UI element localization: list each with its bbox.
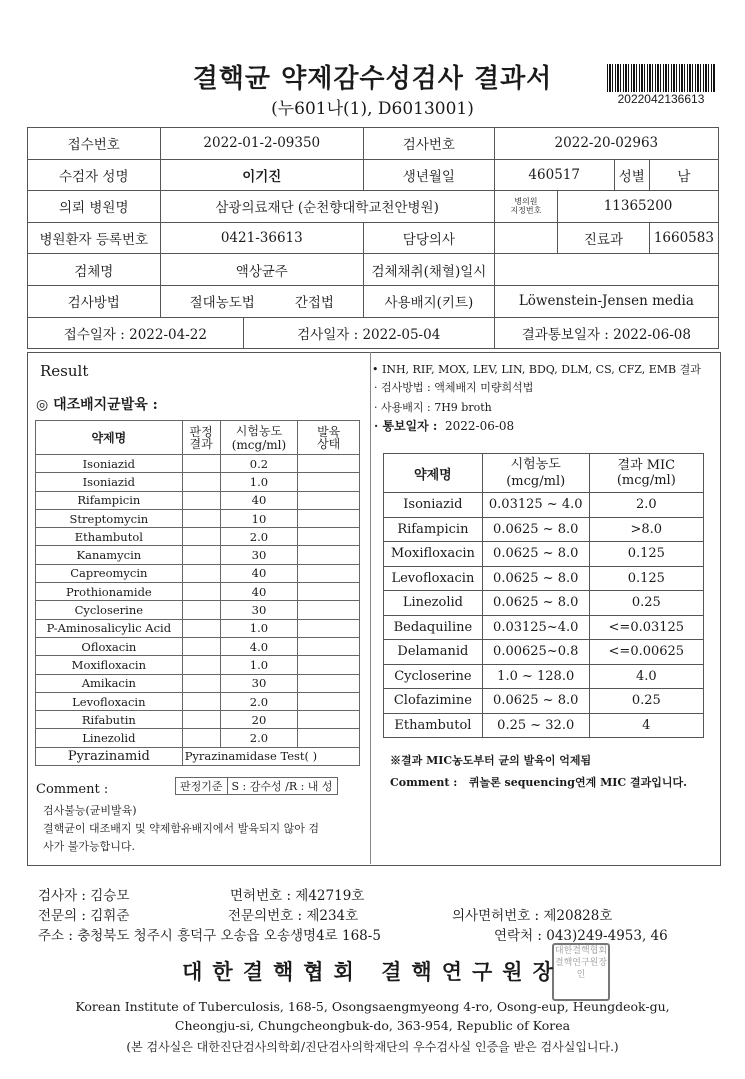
organization-name: 대한결핵협회 결핵연구원장 xyxy=(182,959,563,984)
test-range: 0.0625 ~ 8.0 xyxy=(482,689,589,714)
table-row xyxy=(384,640,704,665)
table-row xyxy=(384,493,704,518)
test-range: 0.03125 ~ 4.0 xyxy=(482,493,589,518)
judge-result xyxy=(182,619,220,637)
specimen-label: 검체명 xyxy=(28,254,161,286)
test-concentration: 30 xyxy=(220,601,298,619)
col-conc: 시험농도 (mcg/ml) xyxy=(220,421,298,455)
sex-label: 성별 xyxy=(614,159,649,191)
drug-name: Levofloxacin xyxy=(384,566,483,591)
test-range: 0.25 ~ 32.0 xyxy=(482,713,589,738)
certification-note: (본 검사실은 대한진단검사의학회/진단검사의학재단의 우수검사실 인증을 받은 검사실입니다.) xyxy=(126,1040,619,1054)
col-judge: 판정 결과 xyxy=(182,421,220,455)
judge-result xyxy=(182,601,220,619)
hospital-label: 의뢰 병원명 xyxy=(28,191,161,223)
drug-name: Ethambutol xyxy=(36,528,183,546)
drug-name: Linezolid xyxy=(36,729,183,747)
drug-name: Streptomycin xyxy=(36,509,183,527)
test-concentration: 30 xyxy=(220,546,298,564)
mic-comment: Comment : 퀴놀론 sequencing연계 MIC 결과입니다. xyxy=(390,776,687,789)
test-concentration: 1.0 xyxy=(220,656,298,674)
table-row xyxy=(36,455,360,473)
mic-result: 4.0 xyxy=(589,664,703,689)
table-row xyxy=(36,711,360,729)
pza-test: Pyrazinamidase Test( ) xyxy=(182,747,359,765)
judge-value: S : 감수성 /R : 내 성 xyxy=(227,778,337,795)
collect-value xyxy=(494,254,718,286)
specialist-no: 전문의번호 : 제234호 xyxy=(228,908,359,924)
drug-name: Amikacin xyxy=(36,674,183,692)
judge-result xyxy=(182,455,220,473)
patient-reg-no: 0421-36613 xyxy=(160,222,364,254)
test-concentration: 20 xyxy=(220,711,298,729)
doctor-license: 의사면허번호 : 제20828호 xyxy=(452,908,613,924)
growth-status xyxy=(298,528,360,546)
drug-name: Clofazimine xyxy=(384,689,483,714)
col-drug: 약제명 xyxy=(36,421,183,455)
mic-col-result: 결과 MIC (mcg/ml) xyxy=(589,454,703,493)
table-row xyxy=(384,591,704,616)
drug-name: Prothionamide xyxy=(36,583,183,601)
left-comment-label: Comment : xyxy=(36,782,109,797)
patient-info-table xyxy=(27,127,719,349)
growth-status xyxy=(298,564,360,582)
table-row xyxy=(384,566,704,591)
mic-notify-line: · 통보일자 : 2022-06-08 xyxy=(374,419,515,433)
mic-method-line: · 검사방법 : 액체배지 미량희석법 xyxy=(374,381,534,394)
test-no-label: 검사번호 xyxy=(364,128,495,160)
drug-name: Capreomycin xyxy=(36,564,183,582)
mic-result: 0.125 xyxy=(589,566,703,591)
test-concentration: 1.0 xyxy=(220,619,298,637)
growth-status xyxy=(298,473,360,491)
mic-note: ※결과 MIC농도부터 균의 발육이 억제됨 xyxy=(390,754,592,767)
result-divider xyxy=(370,352,371,864)
growth-status xyxy=(298,729,360,747)
test-concentration: 40 xyxy=(220,564,298,582)
method-label: 검사방법 xyxy=(28,285,161,317)
control-growth-label: ◎ 대조배지균발육 : xyxy=(36,397,158,413)
test-concentration: 2.0 xyxy=(220,528,298,546)
result-label: Result xyxy=(40,362,89,380)
note-line-2: 결핵균이 대조배지 및 약제함유배지에서 발육되지 않아 검 xyxy=(43,822,320,835)
drug-name: P-Aminosalicylic Acid xyxy=(36,619,183,637)
document-title: 결핵균 약제감수성검사 결과서 xyxy=(192,64,553,94)
judge-label: 판정기준 xyxy=(176,778,228,795)
mic-result: >8.0 xyxy=(589,517,703,542)
judge-result xyxy=(182,546,220,564)
examiner: 검사자 : 김승모 xyxy=(38,888,130,904)
drug-name: Isoniazid xyxy=(36,473,183,491)
collect-label: 검체채취(채혈)일시 xyxy=(364,254,495,286)
reception-no: 2022-01-2-09350 xyxy=(160,128,364,160)
growth-status xyxy=(298,692,360,710)
test-concentration: 10 xyxy=(220,509,298,527)
english-address-2: Cheongju-si, Chungcheongbuk-do, 363-954, Republic of Korea xyxy=(174,1018,571,1033)
growth-status xyxy=(298,711,360,729)
table-row xyxy=(36,656,360,674)
note-line-1: 검사불능(균비발육) xyxy=(43,804,137,817)
mic-result: 4 xyxy=(589,713,703,738)
drug-name: Moxifloxacin xyxy=(36,656,183,674)
judge-result xyxy=(182,509,220,527)
drug-name: Delamanid xyxy=(384,640,483,665)
patient-reg-label: 병원환자 등록번호 xyxy=(28,222,161,254)
table-row xyxy=(36,674,360,692)
growth-status xyxy=(298,583,360,601)
test-range: 0.0625 ~ 8.0 xyxy=(482,517,589,542)
note-line-3: 사가 불가능합니다. xyxy=(43,840,136,853)
table-row xyxy=(36,546,360,564)
growth-status xyxy=(298,619,360,637)
drug-name: Kanamycin xyxy=(36,546,183,564)
judge-result xyxy=(182,729,220,747)
growth-status xyxy=(298,674,360,692)
test-concentration: 0.2 xyxy=(220,455,298,473)
test-no: 2022-20-02963 xyxy=(494,128,718,160)
test-concentration: 4.0 xyxy=(220,637,298,655)
test-range: 1.0 ~ 128.0 xyxy=(482,664,589,689)
specialist: 전문의 : 김휘준 xyxy=(38,908,130,924)
judge-result xyxy=(182,656,220,674)
drug-name: Isoniazid xyxy=(36,455,183,473)
mic-result: <=0.00625 xyxy=(589,640,703,665)
absolute-concentration-table xyxy=(35,420,360,766)
growth-status xyxy=(298,601,360,619)
judge-result xyxy=(182,637,220,655)
test-range: 0.03125~4.0 xyxy=(482,615,589,640)
test-concentration: 30 xyxy=(220,674,298,692)
table-row xyxy=(36,509,360,527)
dept-value: 1660583 xyxy=(649,222,718,254)
mic-result: <=0.03125 xyxy=(589,615,703,640)
test-concentration: 1.0 xyxy=(220,473,298,491)
judge-result xyxy=(182,711,220,729)
mic-col-conc: 시험농도 (mcg/ml) xyxy=(482,454,589,493)
notify-date-cell: 결과통보일자 : 2022-06-08 xyxy=(494,317,718,349)
doctor-label: 담당의사 xyxy=(364,222,495,254)
mic-drugs-line: • INH, RIF, MOX, LEV, LIN, BDQ, DLM, CS, CFZ, EMB 결과 xyxy=(372,363,701,376)
mic-medium-line: · 사용배지 : 7H9 broth xyxy=(374,401,492,414)
test-concentration: 40 xyxy=(220,491,298,509)
mic-result: 0.25 xyxy=(589,689,703,714)
judge-result xyxy=(182,491,220,509)
method-values: 절대농도법 간접법 xyxy=(160,285,364,317)
table-row xyxy=(36,583,360,601)
judge-result xyxy=(182,564,220,582)
birth-date: 460517 xyxy=(494,159,614,191)
sex-value: 남 xyxy=(649,159,718,191)
drug-name: Rifabutin xyxy=(36,711,183,729)
table-row xyxy=(384,713,704,738)
official-seal: 대한결핵협회결핵연구원장인 xyxy=(552,943,610,1001)
drug-name: Cycloserine xyxy=(36,601,183,619)
growth-status xyxy=(298,656,360,674)
hospital-code-label: 병의원 지정번호 xyxy=(494,191,557,223)
judge-result xyxy=(182,528,220,546)
judge-result xyxy=(182,674,220,692)
judge-result xyxy=(182,473,220,491)
dept-label: 진료과 xyxy=(558,222,650,254)
mic-result: 0.25 xyxy=(589,591,703,616)
medium-value: Löwenstein-Jensen media xyxy=(494,285,718,317)
contact: 연락처 : 043)249-4953, 46 xyxy=(494,928,668,944)
growth-status xyxy=(298,455,360,473)
table-row xyxy=(384,689,704,714)
table-row xyxy=(36,528,360,546)
growth-status xyxy=(298,546,360,564)
drug-name: Isoniazid xyxy=(384,493,483,518)
table-row xyxy=(36,637,360,655)
medium-label: 사용배지(키트) xyxy=(364,285,495,317)
drug-name: Cycloserine xyxy=(384,664,483,689)
test-range: 0.0625 ~ 8.0 xyxy=(482,542,589,567)
birth-label: 생년월일 xyxy=(364,159,495,191)
judge-criteria xyxy=(175,777,338,795)
table-row xyxy=(36,692,360,710)
drug-name: Levofloxacin xyxy=(36,692,183,710)
test-concentration: 2.0 xyxy=(220,692,298,710)
mic-result: 0.125 xyxy=(589,542,703,567)
table-row xyxy=(36,601,360,619)
reception-no-label: 접수번호 xyxy=(28,128,161,160)
drug-name: Ofloxacin xyxy=(36,637,183,655)
address: 주소 : 충청북도 청주시 흥덕구 오송읍 오송생명4로 168-5 xyxy=(38,928,381,944)
table-row xyxy=(36,491,360,509)
received-date-cell: 접수일자 : 2022-04-22 xyxy=(28,317,244,349)
table-row xyxy=(384,517,704,542)
test-concentration: 40 xyxy=(220,583,298,601)
barcode-number: 2022042136613 xyxy=(617,92,705,106)
drug-name: Bedaquiline xyxy=(384,615,483,640)
patient-name-label: 수검자 성명 xyxy=(28,159,161,191)
hospital-name: 삼광의료재단 (순천향대학교천안병원) xyxy=(160,191,494,223)
growth-status xyxy=(298,637,360,655)
drug-name: Linezolid xyxy=(384,591,483,616)
test-range: 0.0625 ~ 8.0 xyxy=(482,591,589,616)
judge-result xyxy=(182,692,220,710)
test-range: 0.00625~0.8 xyxy=(482,640,589,665)
mic-col-drug: 약제명 xyxy=(384,454,483,493)
drug-name: Ethambutol xyxy=(384,713,483,738)
specimen-value: 액상균주 xyxy=(160,254,364,286)
judge-result xyxy=(182,583,220,601)
patient-name: 이기진 xyxy=(160,159,364,191)
table-row xyxy=(384,615,704,640)
drug-name: Rifampicin xyxy=(384,517,483,542)
test-range: 0.0625 ~ 8.0 xyxy=(482,566,589,591)
mic-result: 2.0 xyxy=(589,493,703,518)
table-row xyxy=(36,619,360,637)
table-row xyxy=(36,473,360,491)
col-growth: 발육 상태 xyxy=(298,421,360,455)
table-row xyxy=(36,729,360,747)
barcode-image xyxy=(607,64,715,92)
document-code: (누601나(1), D6013001) xyxy=(271,99,474,119)
english-address-1: Korean Institute of Tuberculosis, 168-5, Osongsaengmyeong 4-ro, Osong-eup, Heungdeok-gu, xyxy=(75,999,670,1014)
examiner-license: 면허번호 : 제42719호 xyxy=(230,888,365,904)
tested-date-cell: 검사일자 : 2022-05-04 xyxy=(243,317,494,349)
growth-status xyxy=(298,509,360,527)
mic-table xyxy=(383,453,704,738)
hospital-code: 11365200 xyxy=(558,191,719,223)
table-row xyxy=(384,542,704,567)
doctor-value xyxy=(494,222,557,254)
drug-name: Moxifloxacin xyxy=(384,542,483,567)
table-row xyxy=(384,664,704,689)
pza-drug: Pyrazinamid xyxy=(36,747,183,765)
table-row xyxy=(36,564,360,582)
test-concentration: 2.0 xyxy=(220,729,298,747)
drug-name: Rifampicin xyxy=(36,491,183,509)
growth-status xyxy=(298,491,360,509)
